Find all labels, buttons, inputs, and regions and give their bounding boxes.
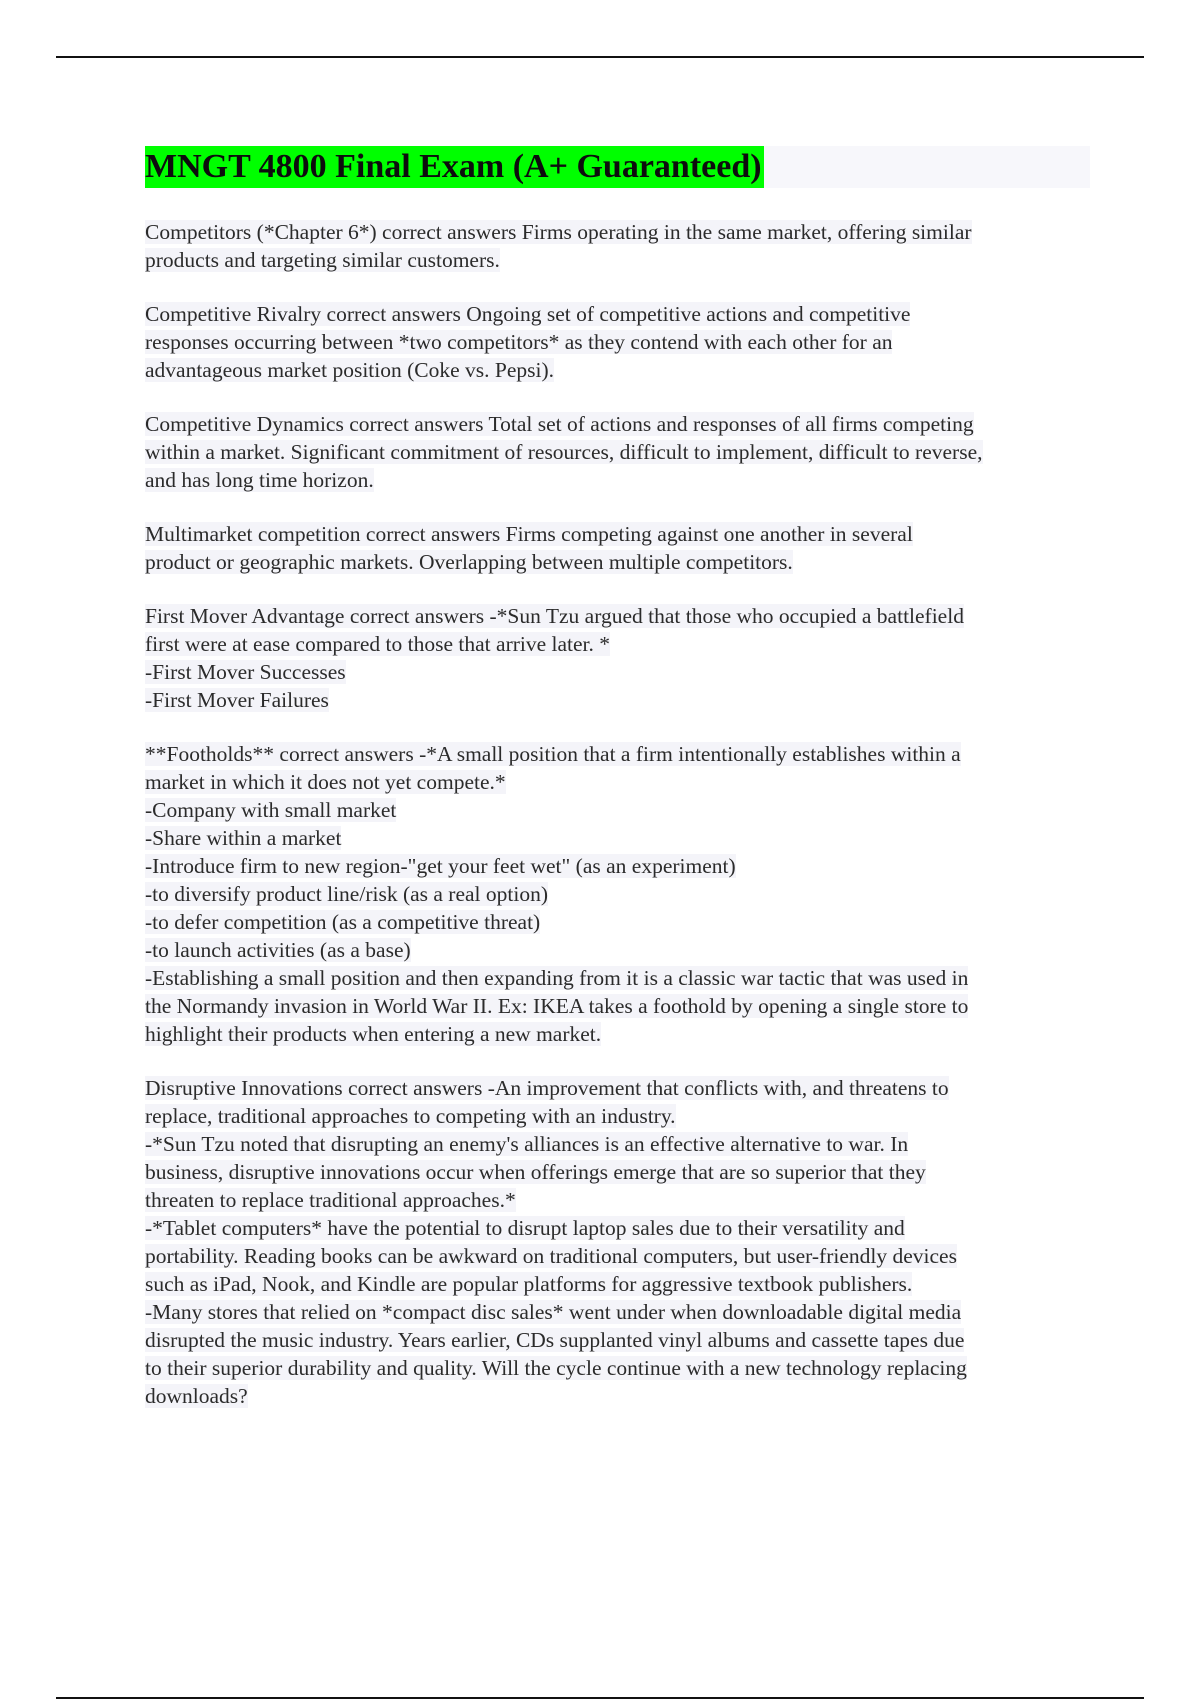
definition-entry	[145, 740, 1090, 1048]
entry-line	[145, 410, 1090, 438]
entry-line-text: market in which it does not yet compete.*	[145, 770, 506, 794]
entry-line-text: -to launch activities (as a base)	[145, 938, 411, 962]
entry-line-text: -*Sun Tzu noted that disrupting an enemy's alliances is an effective alternative to war. In	[145, 1132, 909, 1156]
entry-line	[145, 796, 1090, 824]
entry-line	[145, 908, 1090, 936]
entry-line-text: Competitive Dynamics correct answers Total set of actions and responses of all firms competing	[145, 412, 974, 436]
entry-line-text: and has long time horizon.	[145, 468, 374, 492]
entry-line-text: highlight their products when entering a new market.	[145, 1022, 602, 1046]
bottom-rule	[56, 1697, 1144, 1699]
entry-line	[145, 1158, 1090, 1186]
document-body	[145, 146, 1090, 1436]
entry-line	[145, 936, 1090, 964]
entry-line-text: -Share within a market	[145, 826, 342, 850]
entry-line	[145, 1242, 1090, 1270]
entry-line	[145, 300, 1090, 328]
definition-entry	[145, 520, 1090, 576]
entry-line-text: advantageous market position (Coke vs. Pepsi).	[145, 358, 555, 382]
entry-line-text: within a market. Significant commitment of resources, difficult to implement, difficult to reverse,	[145, 440, 983, 464]
entry-line	[145, 520, 1090, 548]
entry-line-text: replace, traditional approaches to competing with an industry.	[145, 1104, 676, 1128]
entry-line-text: threaten to replace traditional approaches.*	[145, 1188, 516, 1212]
entry-line	[145, 1020, 1090, 1048]
entry-line	[145, 630, 1090, 658]
entry-line-text: portability. Reading books can be awkward on traditional computers, but user-friendly devices	[145, 1244, 957, 1268]
definition-entry	[145, 602, 1090, 714]
entry-line	[145, 356, 1090, 384]
entry-line-text: -Company with small market	[145, 798, 397, 822]
entries-list	[145, 218, 1090, 1410]
entry-line	[145, 852, 1090, 880]
entry-line	[145, 1354, 1090, 1382]
entry-line-text: to their superior durability and quality. Will the cycle continue with a new technology replacing	[145, 1356, 967, 1380]
entry-line	[145, 218, 1090, 246]
entry-line	[145, 328, 1090, 356]
entry-line	[145, 438, 1090, 466]
entry-line-text: -to diversify product line/risk (as a real option)	[145, 882, 549, 906]
entry-line	[145, 466, 1090, 494]
entry-line-text: such as iPad, Nook, and Kindle are popular platforms for aggressive textbook publishers.	[145, 1272, 913, 1296]
entry-line-text: responses occurring between *two competitors* as they contend with each other for an	[145, 330, 893, 354]
entry-line	[145, 1270, 1090, 1298]
entry-line-text: first were at ease compared to those that arrive later. *	[145, 632, 611, 656]
entry-line-text: downloads?	[145, 1384, 248, 1408]
entry-line	[145, 1186, 1090, 1214]
entry-line-text: business, disruptive innovations occur when offerings emerge that are so superior that they	[145, 1160, 926, 1184]
entry-line	[145, 1298, 1090, 1326]
entry-line-text: the Normandy invasion in World War II. Ex: IKEA takes a foothold by opening a single store to	[145, 994, 969, 1018]
entry-line	[145, 1382, 1090, 1410]
entry-line-text: -First Mover Successes	[145, 660, 346, 684]
entry-line	[145, 740, 1090, 768]
definition-entry	[145, 1074, 1090, 1410]
definition-entry	[145, 410, 1090, 494]
entry-line-text: Competitive Rivalry correct answers Ongoing set of competitive actions and competitive	[145, 302, 911, 326]
entry-line-text: -Many stores that relied on *compact disc sales* went under when downloadable digital media	[145, 1300, 962, 1324]
entry-line	[145, 602, 1090, 630]
entry-line	[145, 246, 1090, 274]
entry-line-text: -Introduce firm to new region-"get your feet wet" (as an experiment)	[145, 854, 736, 878]
entry-line-text: -to defer competition (as a competitive threat)	[145, 910, 541, 934]
entry-line-text: Multimarket competition correct answers Firms competing against one another in several	[145, 522, 913, 546]
entry-line-text: product or geographic markets. Overlapping between multiple competitors.	[145, 550, 793, 574]
entry-line	[145, 548, 1090, 576]
entry-line	[145, 1326, 1090, 1354]
entry-line	[145, 824, 1090, 852]
entry-line-text: -Establishing a small position and then expanding from it is a classic war tactic that was used in	[145, 966, 969, 990]
definition-entry	[145, 218, 1090, 274]
entry-line-text: products and targeting similar customers.	[145, 248, 500, 272]
entry-line	[145, 880, 1090, 908]
document-title: MNGT 4800 Final Exam (A+ Guaranteed)	[145, 146, 764, 188]
entry-line	[145, 1074, 1090, 1102]
entry-line	[145, 1102, 1090, 1130]
entry-line	[145, 658, 1090, 686]
entry-line-text: **Footholds** correct answers -*A small position that a firm intentionally establishes within a	[145, 742, 961, 766]
entry-line-text: Competitors (*Chapter 6*) correct answers Firms operating in the same market, offering similar	[145, 220, 972, 244]
entry-line	[145, 992, 1090, 1020]
entry-line-text: First Mover Advantage correct answers -*Sun Tzu argued that those who occupied a battlefield	[145, 604, 964, 628]
entry-line	[145, 964, 1090, 992]
entry-line-text: -*Tablet computers* have the potential to disrupt laptop sales due to their versatility and	[145, 1216, 905, 1240]
entry-line	[145, 1214, 1090, 1242]
top-rule	[56, 56, 1144, 58]
entry-line-text: -First Mover Failures	[145, 688, 329, 712]
entry-line	[145, 686, 1090, 714]
title-bar	[145, 146, 1090, 188]
entry-line-text: disrupted the music industry. Years earlier, CDs supplanted vinyl albums and cassette tapes due	[145, 1328, 965, 1352]
entry-line-text: Disruptive Innovations correct answers -An improvement that conflicts with, and threatens to	[145, 1076, 949, 1100]
entry-line	[145, 768, 1090, 796]
definition-entry	[145, 300, 1090, 384]
entry-line	[145, 1130, 1090, 1158]
